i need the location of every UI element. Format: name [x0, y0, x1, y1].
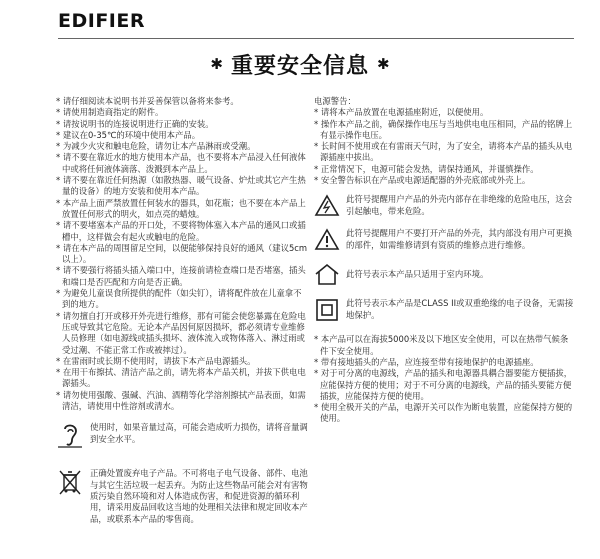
right-column — [314, 96, 576, 425]
symbol-row — [314, 228, 576, 252]
list-item: * 长时间不使用或在有雷雨天气时，为了安全，请将本产品的插头从电源插座中拔出。 — [314, 141, 573, 163]
lightning-warning-icon — [314, 194, 340, 218]
title-star-right-icon: ✱ — [377, 55, 390, 73]
additional-notes — [314, 334, 576, 424]
list-item: * 请不要在靠近水的地方使用本产品，也不要将本产品浸入任何液体中或将任何液体滴落、泼溅到本产品上。 — [56, 152, 306, 174]
symbol-text: 此符号提醒用户不要打开产品的外壳，其内部没有用户可更换的部件，如需维修请到有资质的维修点进行维修。 — [346, 228, 573, 250]
list-item: * 请使用制造商指定的附件。 — [56, 107, 164, 118]
symbol-text: 此符号提醒用户产品的外壳内部存在非绝缘的危险电压，这会引起触电，带来危险。 — [346, 194, 573, 216]
list-item: * 对于可分离的电源线，产品的插头和电源器具耦合器要能方便插拔，应能保持方便的使用；对于不可分离的电源线，产品的插头要能方便插拔，应能保持方便的使用。 — [314, 368, 573, 401]
list-item: * 本产品上面严禁放置任何装水的器具，如花瓶；也不要在本产品上放置任何形式的明火，如点亮的蜡烛。 — [56, 197, 306, 219]
list-item: * 建议在0-35℃的环境中使用本产品。 — [56, 129, 201, 140]
exclamation-warning-icon — [314, 228, 340, 252]
title-star-left-icon: ✱ — [210, 55, 223, 73]
hearing-warning-text: 使用时，如果音量过高，可能会造成听力损伤，请将音量调到安全水平。 — [90, 422, 308, 444]
list-item: * 请仔细阅读本说明书并妥善保管以备将来参考。 — [56, 96, 239, 106]
symbol-text: 此符号表示本产品只适用于室内环境。 — [346, 269, 489, 280]
header-divider — [58, 38, 574, 39]
brand-logo: EDIFIER — [58, 10, 145, 32]
list-item: * 为减少火灾和触电危险，请勿让本产品淋雨或受潮。 — [56, 141, 256, 152]
page-title: 重要安全信息 — [230, 53, 369, 79]
title-row — [0, 47, 600, 81]
hearing-warning — [56, 422, 308, 450]
list-item: * 在雷雨时或长期不使用时，请拔下本产品电源插头。 — [56, 355, 256, 366]
list-item: * 操作本产品之前，确保操作电压与当地供电电压相同，产品的铭牌上有显示操作电压。 — [314, 118, 573, 140]
crossed-bin-icon — [56, 468, 84, 496]
list-item: * 请勿擅自打开或移开外壳进行维修，那有可能会使您暴露在危险电压或导致其它危险。无论本产品因何原因损坏，都必须请专业维修人员修理（如电源线或插头损坏、液体流入或物体落入、淋过雨或受过潮、不能正常工作或被摔过）。 — [56, 310, 306, 355]
list-item: * 请勿使用强酸、强碱、汽油、酒精等化学溶剂擦拭产品表面，如需清洁，请使用中性溶剂或清水。 — [56, 389, 306, 412]
list-item: * 请将本产品放置在电源插座附近，以便使用。 — [314, 107, 489, 118]
symbol-row — [314, 298, 576, 322]
left-column — [56, 96, 308, 525]
list-item: * 请不要强行将插头插入端口中，连接前请检查端口是否堵塞，插头和端口是否匹配和方向是否正确。 — [56, 265, 306, 287]
list-item: * 请不要在靠近任何热源（如散热器、暖气设备、炉灶或其它产生热量的设备）的地方安装和使用本产品。 — [56, 175, 306, 197]
symbol-text: 此符号表示本产品是CLASS II或双重绝缘的电子设备，无需接地保护。 — [346, 298, 574, 320]
list-item: * 安全警告标识在产品或电源适配器的外壳底部或外壳上。 — [314, 175, 531, 186]
list-item: * 请不要堵塞本产品的开口处，不要将物体塞入本产品的通风口或插槽中，这样做会有起火或触电的危险。 — [56, 220, 306, 242]
power-warning-title: 电源警告： — [314, 96, 356, 106]
weee-notice — [56, 468, 308, 524]
indoor-house-icon — [314, 262, 340, 286]
list-item: * 正常情况下，电源可能会发热，请保持通风，并谨慎操作。 — [314, 163, 539, 174]
list-item: * 在用干布擦拭、清洁产品之前，请先将本产品关机，并拔下供电电源插头。 — [56, 367, 306, 389]
symbol-row — [314, 194, 576, 218]
weee-notice-text: 正确处置废弃电子产品。不可将电子电气设备、部件、电池与其它生活垃圾一起丢弃。为防止这些物品可能会对有害物质污染自然环境和对人体造成伤害，和促进资源的循环利用，请采用废品回收这当地的处理相关法律和规定回收本产品，或联系本产品的零售商。 — [90, 468, 308, 524]
list-item: * 请按说明书的连接说明进行正确的安装。 — [56, 118, 214, 129]
symbol-row — [314, 262, 576, 286]
list-item: * 请在本产品的周围留足空间，以便能够保持良好的通风（建议5cm以上）。 — [56, 242, 308, 265]
double-insulation-icon — [314, 298, 340, 322]
hearing-ear-icon — [56, 422, 84, 450]
list-item: * 本产品可以在海拔5000米及以下地区安全使用，可以在热带气候条件下安全使用。 — [314, 334, 569, 356]
list-item: * 带有接地插头的产品，应连接至带有接地保护的电源插座。 — [314, 356, 539, 367]
list-item: * 为避免儿童误食所提供的配件（如尖钉），请将配件放在儿童拿不到的地方。 — [56, 288, 302, 310]
list-item: * 使用全极开关的产品，电源开关可以作为断电装置，应能保持方便的使用。 — [314, 402, 573, 424]
